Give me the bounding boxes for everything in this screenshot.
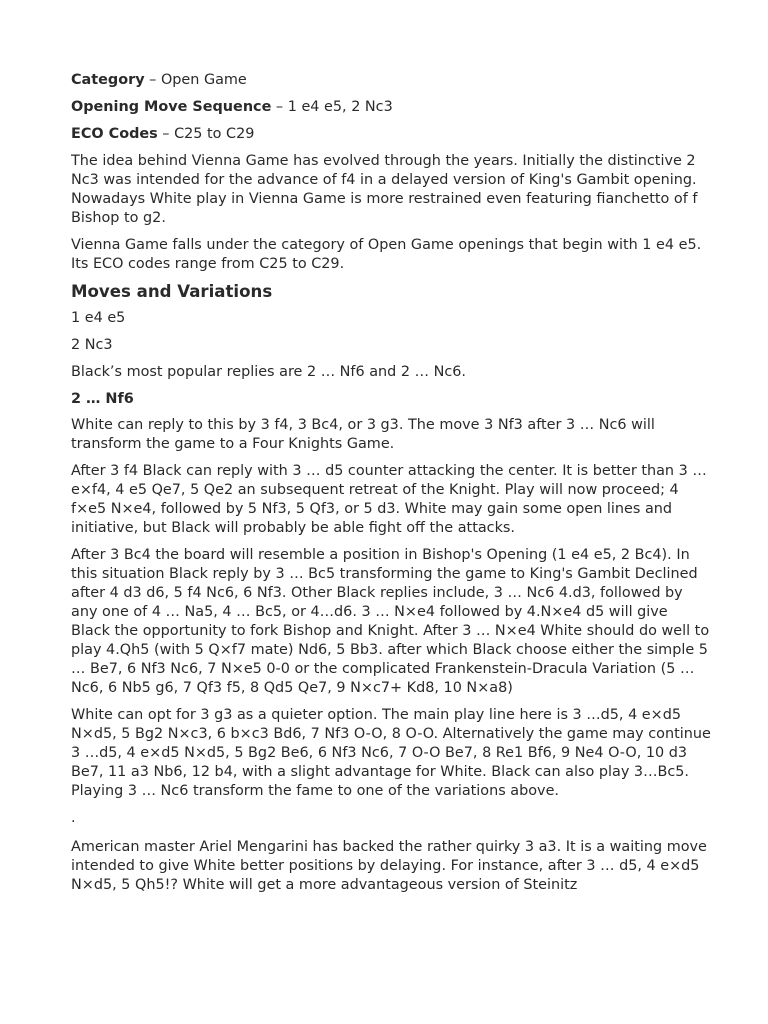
- intro-paragraph: Vienna Game falls under the category of Open Game openings that begin with 1 e4 e5. Its ECO codes range from C25 to C29.: [71, 237, 702, 272]
- category-label: Category: [71, 72, 145, 88]
- category-value: Open Game: [160, 72, 247, 88]
- moves-heading: Moves and Variations: [71, 282, 273, 301]
- category-separator: –: [144, 72, 161, 88]
- category-line: [71, 71, 711, 90]
- move-line: 2 Nc3: [71, 337, 113, 353]
- sequence-label: Opening Move Sequence: [71, 99, 272, 115]
- intro-paragraph: The idea behind Vienna Game has evolved through the years. Initially the distinctive 2 Nc3 was intended for the advance of f4 in a delayed version of King's Gambit opening. Nowadays White play in Vienna Game is more restrained even featuring fianchetto of f Bishop to g2.: [71, 153, 698, 226]
- dot-separator: .: [71, 810, 76, 826]
- eco-value: C25 to C29: [174, 126, 255, 142]
- nf6-paragraph: After 3 f4 Black can reply with 3 … d5 counter attacking the center. It is better than 3 … e×f4, 4 e5 Qe7, 5 Qe2 an subsequent retreat of the Knight. Play will now proceed; 4 f×e5 N×e4, followed by 5 Nf3, 5 Qf3, or 5 d3. White may gain some open lines and initiative, but Black will probably be able fight off the attacks.: [71, 463, 707, 536]
- move-line: 1 e4 e5: [71, 310, 126, 326]
- sequence-value: 1 e4 e5, 2 Nc3: [287, 99, 393, 115]
- nf6-paragraph: After 3 Bc4 the board will resemble a position in Bishop's Opening (1 e4 e5, 2 Bc4). In this situation Black reply by 3 … Bc5 transforming the game to King's Gambit Declined after 4 d3 d6, 5 f4 Nc6, 6 Nf3. Other Black replies include, 3 … Nc6 4.d3, followed by any one of 4 … Na5, 4 … Bc5, or 4…d6. 3 … N×e4 followed by 4.N×e4 d5 will give Black the opportunity to fork Bishop and Knight. After 3 … N×e4 White should do well to play 4.Qh5 (with 5 Q×f7 mate) Nd6, 5 Bb3. after which Black choose either the simple 5 … Be7, 6 Nf3 Nc6, 7 N×e5 0-0 or the complicated Frankenstein-Dracula Variation (5 … Nc6, 6 Nb5 g6, 7 Qf3 f5, 8 Qd5 Qe7, 9 N×c7+ Kd8, 10 N×a8): [71, 547, 710, 696]
- nf6-paragraph: White can reply to this by 3 f4, 3 Bc4, or 3 g3. The move 3 Nf3 after 3 … Nc6 will transform the game to a Four Knights Game.: [71, 417, 655, 452]
- final-paragraph: American master Ariel Mengarini has backed the rather quirky 3 a3. It is a waiting move intended to give White better positions by delaying. For instance, after 3 … d5, 4 e×d5 N×d5, 5 Qh5!? White will get a more advantageous version of Steinitz: [71, 839, 707, 893]
- eco-label: ECO Codes: [71, 126, 158, 142]
- nf6-heading: 2 … Nf6: [71, 391, 134, 407]
- document-page: [71, 71, 711, 903]
- move-line: Black’s most popular replies are 2 … Nf6 and 2 … Nc6.: [71, 364, 466, 380]
- sequence-line: [71, 98, 711, 117]
- eco-separator: –: [157, 126, 175, 142]
- eco-line: [71, 125, 711, 144]
- nf6-paragraph: White can opt for 3 g3 as a quieter option. The main play line here is 3 …d5, 4 e×d5 N×d5, 5 Bg2 N×c3, 6 b×c3 Bd6, 7 Nf3 O-O, 8 O-O. Alternatively the game may continue 3 …d5, 4 e×d5 N×d5, 5 Bg2 Be6, 6 Nf3 Nc6, 7 O-O Be7, 8 Re1 Bf6, 9 Ne4 O-O, 10 d3 Be7, 11 a3 Nb6, 12 b4, with a slight advantage for White. Black can also play 3…Bc5. Playing 3 … Nc6 transform the fame to one of the variations above.: [71, 707, 711, 799]
- sequence-separator: –: [271, 99, 288, 115]
